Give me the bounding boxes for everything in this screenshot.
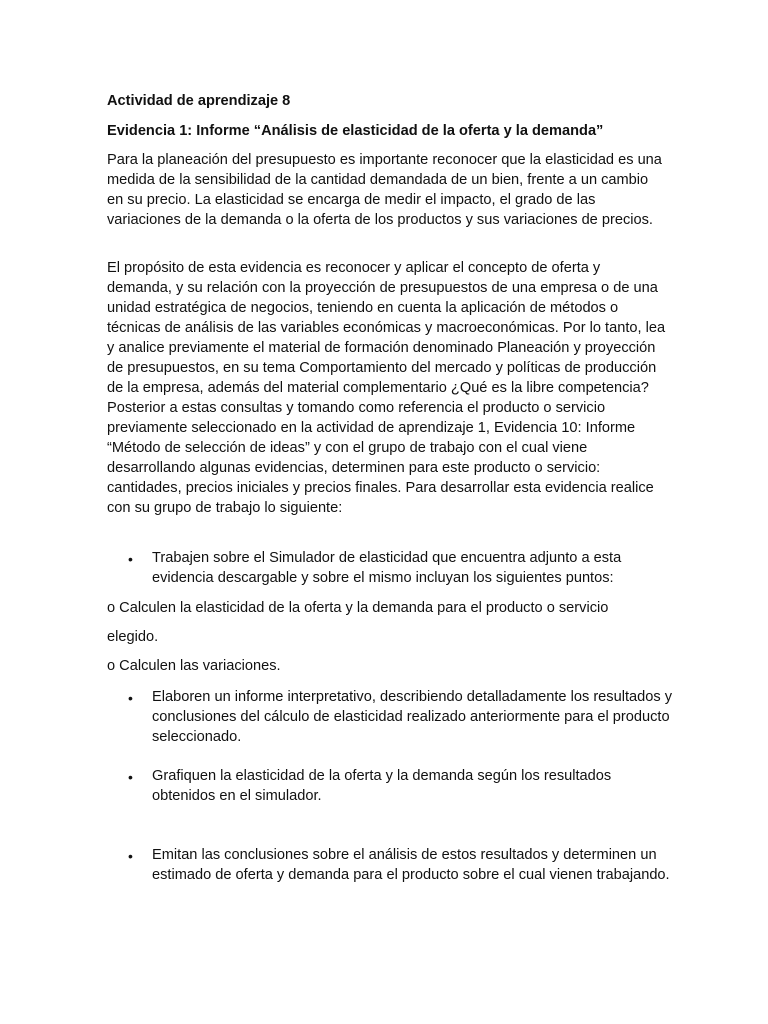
sub-item-calculate-elasticity-continued: elegido. bbox=[107, 629, 159, 645]
intro-paragraph: Para la planeación del presupuesto es importante reconocer que la elasticidad es una medida de la sensibilidad de la cantidad demandada de un bien, frente a un cambio en su precio. La elasticidad se encarga de medir el impacto, el grado de las variaciones de la demanda o la oferta de los productos y sus variaciones de precios. bbox=[107, 152, 662, 228]
bullet-marker: • bbox=[128, 551, 133, 567]
document-heading: Actividad de aprendizaje 8 bbox=[107, 93, 291, 109]
bullet-item-conclusions: Emitan las conclusiones sobre el análisis de estos resultados y determinen un estimado de oferta y demanda para el producto sobre el cual vienen trabajando. bbox=[152, 847, 670, 883]
purpose-paragraph: El propósito de esta evidencia es reconocer y aplicar el concepto de oferta y demanda, y su relación con la proyección de presupuestos de una empresa o de una unidad estratégica de negocios, teniendo en cuenta la aplicación de métodos o técnicas de análisis de las variables económicas y macroeconómicas. Por lo tanto, lea y analice previamente el material de formación denominado Planeación y proyección de presupuestos, en su tema Comportamiento del mercado y políticas de producción de la empresa, además del material complementario ¿Qué es la libre competencia? Posterior a estas consultas y tomando como referencia el producto o servicio previamente seleccionado en la actividad de aprendizaje 1, Evidencia 10: Informe “Método de selección de ideas” y con el grupo de trabajo con el cual viene desarrollando algunas evidencias, determinen para este producto o servicio: cantidades, precios iniciales y precios finales. Para desarrollar esta evidencia realice con su grupo de trabajo lo siguiente: bbox=[107, 260, 666, 516]
bullet-marker: • bbox=[128, 848, 133, 864]
bullet-marker: • bbox=[128, 690, 133, 706]
bullet-item-report: Elaboren un informe interpretativo, describiendo detalladamente los resultados y conclusiones del cálculo de elasticidad realizado anteriormente para el producto seleccionado. bbox=[152, 689, 673, 745]
sub-item-calculate-variations: o Calculen las variaciones. bbox=[107, 658, 281, 674]
bullet-marker: • bbox=[128, 769, 133, 785]
bullet-item-simulator: Trabajen sobre el Simulador de elasticidad que encuentra adjunto a esta evidencia descargable y sobre el mismo incluyan los siguientes puntos: bbox=[152, 550, 622, 586]
bullet-item-graph: Grafiquen la elasticidad de la oferta y la demanda según los resultados obtenidos en el simulador. bbox=[152, 768, 612, 804]
document-subheading: Evidencia 1: Informe “Análisis de elasticidad de la oferta y la demanda” bbox=[107, 123, 604, 139]
sub-item-calculate-elasticity: o Calculen la elasticidad de la oferta y la demanda para el producto o servicio bbox=[107, 600, 609, 616]
